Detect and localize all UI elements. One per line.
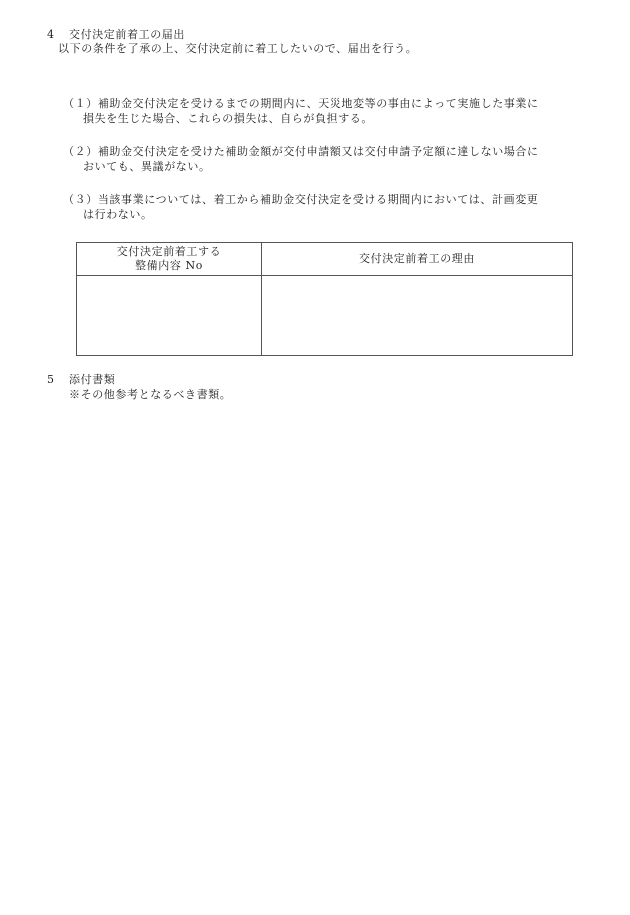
condition-3 xyxy=(63,193,538,207)
section-4-heading xyxy=(47,28,185,42)
section-5-number: 5 xyxy=(47,373,55,386)
condition-3-line2: は行わない。 xyxy=(83,208,153,221)
header-item-no-line1: 交付決定前着工する xyxy=(116,245,222,258)
table-header-row xyxy=(77,243,573,276)
condition-1 xyxy=(63,97,539,111)
section-4-intro: 以下の条件を了承の上、交付決定前に着工したいので、届出を行う。 xyxy=(58,42,418,55)
section-4-number: 4 xyxy=(47,28,55,41)
section-4-title: 交付決定前着工の届出 xyxy=(69,28,185,41)
condition-1-line2: 損失を生じた場合、これらの損失は、自らが負担する。 xyxy=(83,112,373,125)
header-reason: 交付決定前着工の理由 xyxy=(262,243,573,276)
condition-1-label: （１） xyxy=(63,97,98,110)
condition-1-line1: 補助金交付決定を受けるまでの期間内に、天災地変等の事由によって実施した事業に xyxy=(97,97,539,110)
section-5-heading xyxy=(47,373,115,387)
condition-2-line1: 補助金交付決定を受けた補助金額が交付申請額又は交付申請予定額に達しない場合に xyxy=(97,145,539,158)
condition-3-label: （３） xyxy=(63,193,98,206)
condition-3-line1: 当該事業については、着工から補助金交付決定を受ける期間内においては、計画変更 xyxy=(97,193,539,206)
header-item-no-line2: 整備内容 No xyxy=(135,259,203,272)
table-row xyxy=(77,276,573,356)
section-5-title: 添付書類 xyxy=(69,373,116,386)
pre-start-table xyxy=(76,242,573,356)
section-5-note: ※その他参考となるべき書類。 xyxy=(69,388,232,401)
condition-2 xyxy=(63,145,539,159)
cell-item-no[interactable] xyxy=(77,276,262,356)
cell-reason[interactable] xyxy=(262,276,573,356)
condition-2-label: （２） xyxy=(63,145,98,158)
condition-2-line2: おいても、異議がない。 xyxy=(83,160,211,173)
header-item-no xyxy=(77,243,262,276)
